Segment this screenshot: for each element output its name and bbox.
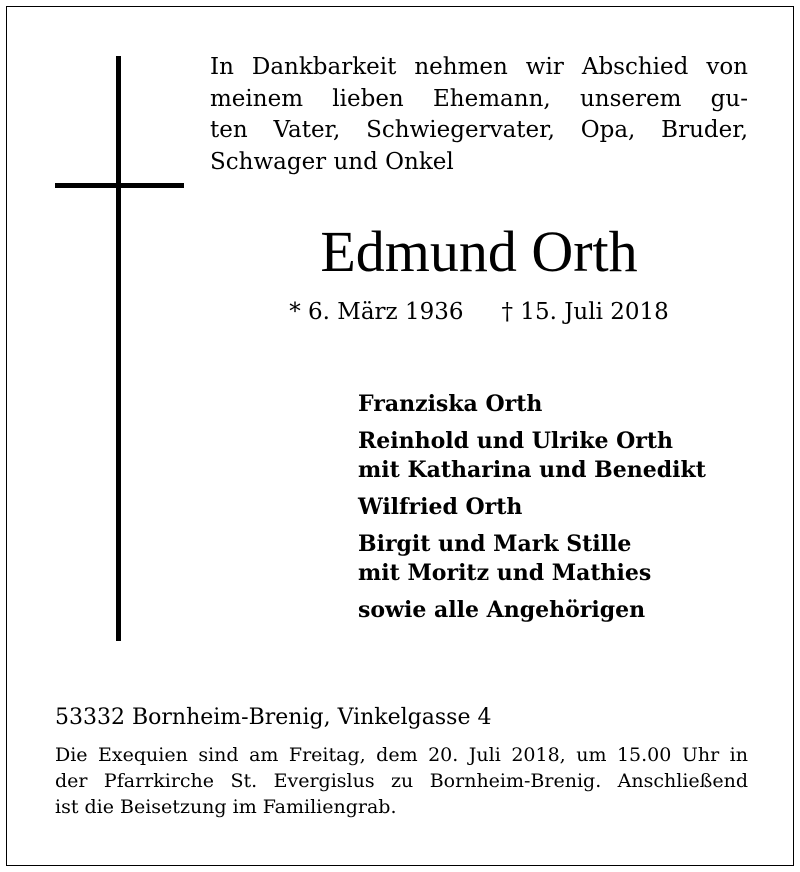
info-line: Die Exequien sind am Freitag, dem 20. Juli 2018, um 15.00 Uhr in [55, 744, 748, 766]
cross-horizontal-bar [55, 183, 184, 188]
cross-vertical-bar [116, 56, 121, 641]
mourner-line: sowie alle Angehörigen [358, 597, 646, 623]
mourner-entry [358, 530, 778, 588]
funeral-info [55, 742, 748, 820]
birth-date: * 6. März 1936 [289, 299, 464, 325]
info-line: ist die Beisetzung im Familiengrab. [55, 796, 397, 818]
mourner-entry [358, 390, 778, 419]
deceased-name: Edmund Orth [320, 219, 638, 284]
mourner-line: mit Moritz und Mathies [358, 560, 652, 586]
mourner-line: Franziska Orth [358, 391, 543, 417]
intro-line: Schwager und Onkel [210, 148, 454, 175]
info-line: der Pfarrkirche St. Evergislus zu Bornheim-Brenig. Anschließend [55, 770, 748, 792]
intro-line: In Dankbarkeit nehmen wir Abschied von [210, 54, 748, 80]
mourner-entry [358, 427, 778, 485]
family-address: 53332 Bornheim-Brenig, Vinkelgasse 4 [55, 705, 492, 730]
mourner-entry [358, 596, 778, 625]
intro-text [210, 52, 748, 178]
mourner-entry [358, 493, 778, 522]
death-date: † 15. Juli 2018 [501, 299, 669, 325]
mourners-list [358, 390, 778, 633]
intro-line: ten Vater, Schwiegervater, Opa, Bruder, [210, 117, 748, 143]
intro-line: meinem lieben Ehemann, unserem gu- [210, 85, 748, 112]
mourner-line: Wilfried Orth [358, 494, 523, 520]
life-dates [210, 296, 748, 328]
mourner-line: Reinhold und Ulrike Orth [358, 428, 674, 454]
mourner-line: Birgit und Mark Stille [358, 531, 632, 557]
mourner-line: mit Katharina und Benedikt [358, 457, 706, 483]
